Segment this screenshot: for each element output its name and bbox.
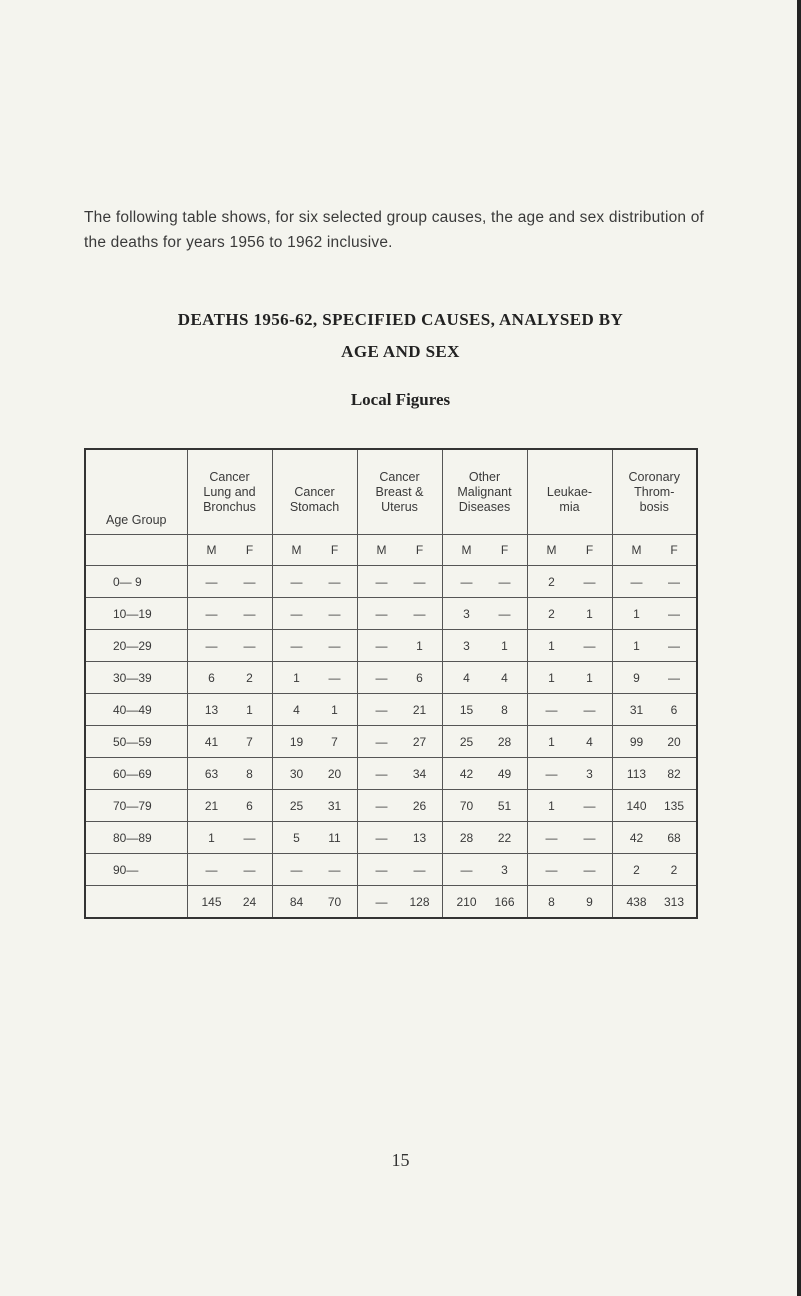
- cause-header-text: Cancer: [379, 469, 420, 484]
- value-cell: [442, 758, 527, 790]
- male-value: 13: [204, 702, 219, 717]
- sex-header-cell: [442, 535, 527, 566]
- female-value: —: [328, 670, 341, 685]
- value-cell: [527, 662, 612, 694]
- male-value: —: [375, 894, 388, 909]
- male-value: —: [375, 830, 388, 845]
- male-value: 1: [548, 670, 555, 685]
- cause-header-text: Other: [468, 469, 501, 484]
- value-cell: [357, 790, 442, 822]
- male-value: —: [290, 574, 303, 589]
- male-value: 3: [463, 638, 470, 653]
- value-cell: [612, 886, 697, 919]
- female-value: 31: [327, 798, 342, 813]
- male-value: —: [375, 766, 388, 781]
- value-cell: [527, 694, 612, 726]
- value-cell: [442, 630, 527, 662]
- table-title-line2: AGE AND SEX: [341, 342, 460, 361]
- cause-header-text: Malignant: [457, 484, 512, 499]
- female-value: —: [583, 798, 596, 813]
- value-cell: [272, 566, 357, 598]
- female-value: 27: [412, 734, 427, 749]
- female-value: 166: [494, 894, 515, 909]
- value-cell: [527, 854, 612, 886]
- value-cell: [442, 694, 527, 726]
- male-value: 4: [463, 670, 470, 685]
- female-value: —: [328, 606, 341, 621]
- age-group-cell: 80—89: [85, 822, 187, 854]
- table-row: [85, 694, 697, 726]
- male-value: 99: [629, 734, 644, 749]
- intro-paragraph: The following table shows, for six selected group causes, the age and sex distribution of the deaths for years 1956 to 1962 inclusive.: [84, 209, 705, 251]
- value-cell: [272, 630, 357, 662]
- cause-header-text: Stomach: [289, 499, 340, 514]
- female-value: 20: [667, 734, 681, 749]
- female-value: 20: [327, 766, 342, 781]
- male-value: —: [375, 862, 388, 877]
- male-value: —: [205, 638, 218, 653]
- value-cell: [612, 758, 697, 790]
- cause-header-text: Coronary: [628, 469, 680, 484]
- cause-header-other: [442, 449, 527, 535]
- table-row: [85, 854, 697, 886]
- sex-header-cell: [187, 535, 272, 566]
- totals-row: [85, 886, 697, 919]
- cause-header-text: Breast &: [375, 484, 424, 499]
- cause-header-text: Diseases: [458, 499, 511, 514]
- male-value: —: [545, 766, 558, 781]
- male-value: —: [460, 862, 473, 877]
- male-value: 1: [633, 638, 640, 653]
- female-value: 22: [497, 830, 512, 845]
- age-group-cell: 20—29: [85, 630, 187, 662]
- female-value: —: [498, 574, 511, 589]
- sex-header-row: [85, 535, 697, 566]
- female-value: 51: [497, 798, 512, 813]
- male-value: 140: [626, 798, 647, 813]
- cause-header-text: mia: [559, 499, 580, 514]
- male-value: —: [375, 670, 388, 685]
- male-value: —: [460, 574, 473, 589]
- value-cell: [357, 630, 442, 662]
- value-cell: [272, 662, 357, 694]
- male-value: 5: [293, 830, 300, 845]
- female-value: 82: [667, 766, 681, 781]
- male-value: 3: [463, 606, 470, 621]
- male-label: M: [631, 543, 642, 557]
- page-edge: [797, 0, 801, 1296]
- value-cell: [187, 662, 272, 694]
- male-value: 1: [548, 734, 555, 749]
- female-value: 2: [246, 670, 253, 685]
- value-cell: [527, 758, 612, 790]
- value-cell: [357, 822, 442, 854]
- female-value: —: [328, 862, 341, 877]
- female-value: 2: [670, 862, 678, 877]
- male-value: —: [290, 638, 303, 653]
- male-value: —: [290, 606, 303, 621]
- male-value: 2: [548, 606, 555, 621]
- value-cell: [612, 854, 697, 886]
- female-value: —: [243, 830, 256, 845]
- female-value: 1: [246, 702, 253, 717]
- male-value: 25: [289, 798, 304, 813]
- value-cell: [442, 598, 527, 630]
- female-value: —: [668, 606, 680, 621]
- male-value: 1: [548, 638, 555, 653]
- female-value: 9: [586, 894, 593, 909]
- male-value: —: [375, 734, 388, 749]
- value-cell: [272, 758, 357, 790]
- male-value: —: [375, 638, 388, 653]
- table-row: [85, 662, 697, 694]
- female-value: 128: [409, 894, 430, 909]
- sex-header-cell: [612, 535, 697, 566]
- value-cell: [272, 822, 357, 854]
- value-cell: [187, 566, 272, 598]
- value-cell: [272, 790, 357, 822]
- male-value: —: [205, 574, 218, 589]
- female-value: 21: [412, 702, 427, 717]
- age-group-cell: 10—19: [85, 598, 187, 630]
- female-value: —: [668, 638, 680, 653]
- value-cell: [612, 694, 697, 726]
- female-value: —: [243, 862, 256, 877]
- female-value: 4: [586, 734, 593, 749]
- cause-header-text: Lung and: [203, 484, 256, 499]
- cause-header-breast: [357, 449, 442, 535]
- female-value: —: [668, 574, 680, 589]
- male-value: —: [375, 798, 388, 813]
- male-value: 41: [204, 734, 219, 749]
- age-group-cell: [85, 886, 187, 919]
- value-cell: [527, 598, 612, 630]
- deaths-table: [84, 448, 698, 919]
- female-value: 1: [416, 638, 423, 653]
- value-cell: [442, 566, 527, 598]
- value-cell: [442, 854, 527, 886]
- value-cell: [187, 630, 272, 662]
- female-value: 1: [586, 606, 593, 621]
- cause-header-stomach: [272, 449, 357, 535]
- table-subtitle: Local Figures: [350, 390, 451, 409]
- value-cell: [442, 822, 527, 854]
- value-cell: [612, 630, 697, 662]
- female-value: 313: [663, 894, 684, 909]
- table-row: [85, 630, 697, 662]
- female-value: 49: [497, 766, 512, 781]
- value-cell: [357, 886, 442, 919]
- male-value: 1: [548, 798, 555, 813]
- female-value: —: [583, 574, 596, 589]
- female-value: —: [413, 606, 426, 621]
- male-value: 2: [633, 862, 640, 877]
- female-value: 8: [246, 766, 253, 781]
- cause-header-text: [528, 470, 612, 485]
- female-label: F: [585, 543, 594, 557]
- male-value: 210: [456, 894, 477, 909]
- cause-header-coronary: [612, 449, 697, 535]
- table-title-line1: DEATHS 1956-62, SPECIFIED CAUSES, ANALYSED BY: [177, 310, 624, 329]
- male-value: 2: [548, 574, 555, 589]
- female-value: 7: [246, 734, 253, 749]
- value-cell: [527, 886, 612, 919]
- female-label: F: [670, 543, 678, 557]
- value-cell: [357, 694, 442, 726]
- value-cell: [187, 694, 272, 726]
- male-value: —: [375, 702, 388, 717]
- male-value: 6: [208, 670, 215, 685]
- female-value: —: [243, 606, 256, 621]
- cause-header-text: [273, 470, 357, 485]
- male-value: —: [205, 606, 218, 621]
- female-value: 1: [586, 670, 593, 685]
- sex-header-cell: [357, 535, 442, 566]
- female-label: F: [500, 543, 509, 557]
- male-label: M: [546, 543, 557, 557]
- table-row: [85, 726, 697, 758]
- cause-header-text: Cancer: [209, 469, 250, 484]
- value-cell: [527, 790, 612, 822]
- male-value: 19: [289, 734, 304, 749]
- female-label: F: [245, 543, 254, 557]
- age-group-cell: 50—59: [85, 726, 187, 758]
- male-value: 21: [204, 798, 219, 813]
- female-value: 8: [501, 702, 508, 717]
- female-value: 24: [242, 894, 257, 909]
- value-cell: [272, 726, 357, 758]
- male-value: 84: [289, 894, 304, 909]
- male-value: 30: [289, 766, 304, 781]
- value-cell: [527, 630, 612, 662]
- female-value: —: [413, 574, 426, 589]
- cause-header-text: Leukae-: [546, 484, 593, 499]
- value-cell: [357, 758, 442, 790]
- age-group-cell: 30—39: [85, 662, 187, 694]
- cause-header-text: bosis: [639, 499, 669, 514]
- female-value: 6: [416, 670, 423, 685]
- value-cell: [272, 854, 357, 886]
- male-value: —: [375, 606, 388, 621]
- male-label: M: [291, 543, 302, 557]
- value-cell: [272, 694, 357, 726]
- male-value: —: [375, 574, 388, 589]
- sex-header-cell: [527, 535, 612, 566]
- value-cell: [187, 758, 272, 790]
- page-number: 15: [391, 1150, 410, 1170]
- male-label: M: [376, 543, 387, 557]
- male-value: 4: [293, 702, 300, 717]
- age-group-cell: 60—69: [85, 758, 187, 790]
- male-value: 63: [204, 766, 219, 781]
- value-cell: [442, 726, 527, 758]
- female-value: —: [583, 862, 596, 877]
- blank-cell: [85, 535, 187, 566]
- female-value: —: [243, 574, 256, 589]
- female-value: 3: [501, 862, 508, 877]
- value-cell: [442, 662, 527, 694]
- value-cell: [612, 822, 697, 854]
- male-value: 113: [626, 766, 647, 781]
- female-value: 13: [412, 830, 427, 845]
- table-row: [85, 790, 697, 822]
- age-group-cell: 70—79: [85, 790, 187, 822]
- value-cell: [527, 726, 612, 758]
- female-value: 3: [586, 766, 593, 781]
- female-value: 11: [328, 830, 341, 845]
- female-value: 6: [670, 702, 678, 717]
- male-value: 25: [459, 734, 474, 749]
- female-value: —: [583, 702, 596, 717]
- male-value: 28: [459, 830, 474, 845]
- cause-header-text: Throm-: [634, 484, 675, 499]
- male-value: 42: [459, 766, 474, 781]
- age-group-header: Age Group: [85, 449, 187, 535]
- sex-header-cell: [272, 535, 357, 566]
- female-value: 1: [331, 702, 338, 717]
- value-cell: [612, 726, 697, 758]
- female-value: —: [583, 830, 596, 845]
- cause-header-text: Cancer: [294, 484, 335, 499]
- value-cell: [187, 790, 272, 822]
- male-value: 1: [208, 830, 215, 845]
- female-value: 28: [497, 734, 512, 749]
- male-value: —: [545, 830, 558, 845]
- female-value: —: [668, 670, 680, 685]
- male-value: 15: [459, 702, 474, 717]
- age-group-cell: 0— 9: [85, 566, 187, 598]
- table-row: [85, 822, 697, 854]
- male-value: 42: [629, 830, 644, 845]
- value-cell: [187, 598, 272, 630]
- male-value: —: [290, 862, 303, 877]
- value-cell: [357, 662, 442, 694]
- male-value: —: [545, 702, 558, 717]
- male-label: M: [206, 543, 217, 557]
- value-cell: [272, 886, 357, 919]
- male-value: 8: [548, 894, 555, 909]
- value-cell: [187, 886, 272, 919]
- table-row: [85, 598, 697, 630]
- female-value: 68: [667, 830, 681, 845]
- male-value: 438: [626, 894, 647, 909]
- female-value: —: [243, 638, 256, 653]
- male-value: —: [545, 862, 558, 877]
- value-cell: [612, 790, 697, 822]
- value-cell: [187, 726, 272, 758]
- header-row: [85, 449, 697, 535]
- cause-header-leukaemia: [527, 449, 612, 535]
- female-label: F: [415, 543, 424, 557]
- female-value: —: [328, 574, 341, 589]
- male-value: —: [630, 574, 643, 589]
- value-cell: [527, 822, 612, 854]
- male-value: —: [205, 862, 218, 877]
- male-value: 145: [201, 894, 222, 909]
- cause-header-text: Bronchus: [203, 499, 256, 514]
- value-cell: [187, 854, 272, 886]
- value-cell: [612, 566, 697, 598]
- age-group-cell: 90—: [85, 854, 187, 886]
- value-cell: [612, 662, 697, 694]
- value-cell: [357, 598, 442, 630]
- female-value: 6: [246, 798, 253, 813]
- value-cell: [527, 566, 612, 598]
- value-cell: [357, 726, 442, 758]
- male-value: 1: [633, 606, 640, 621]
- table-row: [85, 566, 697, 598]
- female-value: 4: [501, 670, 508, 685]
- male-value: 70: [459, 798, 474, 813]
- age-group-cell: 40—49: [85, 694, 187, 726]
- value-cell: [442, 886, 527, 919]
- cause-header-lung: [187, 449, 272, 535]
- male-value: 1: [293, 670, 300, 685]
- female-value: 7: [331, 734, 338, 749]
- value-cell: [612, 598, 697, 630]
- value-cell: [272, 598, 357, 630]
- female-value: —: [583, 638, 596, 653]
- female-value: 1: [501, 638, 508, 653]
- male-value: 9: [633, 670, 640, 685]
- female-value: 34: [412, 766, 427, 781]
- value-cell: [187, 822, 272, 854]
- table-row: [85, 758, 697, 790]
- female-value: —: [328, 638, 341, 653]
- cause-header-text: Uterus: [381, 499, 418, 514]
- male-value: 31: [629, 702, 644, 717]
- value-cell: [442, 790, 527, 822]
- female-value: 135: [663, 798, 684, 813]
- female-value: —: [498, 606, 511, 621]
- male-label: M: [461, 543, 472, 557]
- female-value: 70: [327, 894, 342, 909]
- female-value: —: [413, 862, 426, 877]
- female-label: F: [330, 543, 339, 557]
- value-cell: [357, 854, 442, 886]
- value-cell: [357, 566, 442, 598]
- female-value: 26: [412, 798, 427, 813]
